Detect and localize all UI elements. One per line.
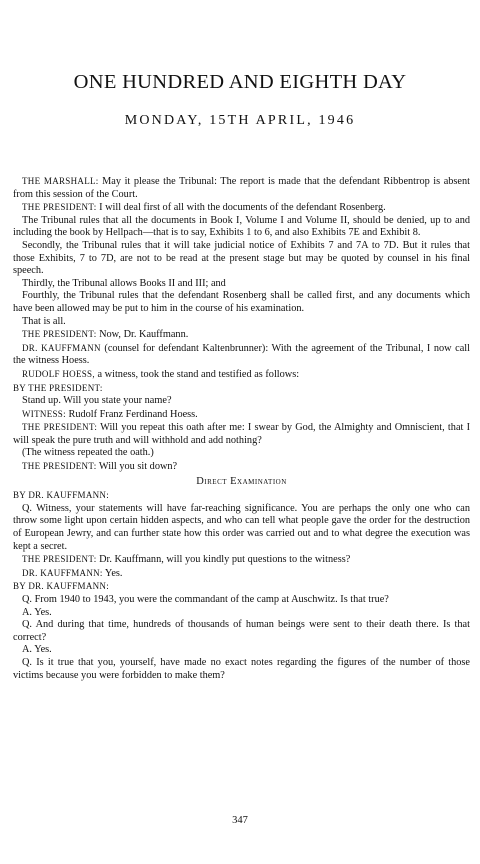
speaker-label: BY THE PRESIDENT: [13,382,103,393]
page-title: ONE HUNDRED AND EIGHTH DAY [73,71,407,93]
paragraph: A. Yes. [22,606,52,618]
paragraph [13,342,470,368]
paragraph: The Tribunal rules that all the documents in Book I, Volume I and Volume II, should be denied, up to and including the book by Hellpach—that is to say, Exhibits 1 to 6, and also Exhibits 7E and Exhibit 8. [13,214,470,239]
speaker-label: DR. KAUFFMANN: [22,567,103,578]
speaker-label: THE MARSHALL: [22,176,99,186]
speaker-label: THE PRESIDENT: [22,202,97,213]
paragraph [13,328,470,342]
speaker-label: WITNESS: [22,408,66,419]
paragraph [13,382,470,396]
speaker-label: THE PRESIDENT: [22,554,97,565]
paragraph [13,175,470,201]
section-heading: Direct Examination [196,475,287,487]
paragraph [13,421,470,447]
paragraph: (The witness repeated the oath.) [22,447,154,459]
speaker-label: RUDOLF HOESS, [22,368,95,379]
paragraph: Q. Witness, your statements will have far-reaching significance. You are perhaps the only one who can throw some light upon certain hidden aspects, and who can tell what people gave the order for the destruction of European Jewry, and can further state how this order was carried out and to what degree the execution was kept a secret. [13,502,470,552]
paragraph: Q. From 1940 to 1943, you were the commandant of the camp at Auschwitz. Is that true? [22,594,389,605]
paragraph [13,567,470,581]
speaker-label: THE PRESIDENT: [22,329,97,340]
paragraph [13,460,470,474]
paragraph-text: May it please the Tribunal: The report is made that the defendant Ribbentrop is absent from this session of the Court. [13,176,470,200]
paragraph-text: Will you repeat this oath after me: I swear by God, the Almighty and Omniscient, that I will speak the pure truth and will withhold and add nothing? [13,422,471,446]
paragraph: Stand up. Will you state your name? [22,395,172,407]
speaker-label: BY DR. KAUFFMANN: [13,581,110,592]
session-date: MONDAY, 15TH APRIL, 1946 [124,113,356,128]
paragraph-text: a witness, took the stand and testified as follows: [97,368,300,380]
paragraph: A. Yes. [22,644,52,656]
paragraph-text: Dr. Kauffmann, will you kindly put questions to the witness? [99,554,351,566]
paragraph: Secondly, the Tribunal rules that it will take judicial notice of Exhibits 7 and 7A to 7D. But it rules that those Exhibits, 7 to 7D, are not to be read at the present stage but may be quoted by counsel in his final speech. [13,239,470,277]
paragraph-text: Rudolf Franz Ferdinand Hoess. [68,408,198,420]
paragraph [13,489,470,503]
paragraph [13,580,470,594]
paragraph: That is all. [22,315,66,327]
speaker-label: THE PRESIDENT: [22,461,97,472]
paragraph: Q. Is it true that you, yourself, have made no exact notes regarding the figures of the number of those victims because you were forbidden to make them? [13,656,470,681]
speaker-label: THE PRESIDENT: [22,422,98,433]
paragraph: Thirdly, the Tribunal allows Books II and III; and [22,277,226,289]
paragraph [13,201,470,215]
paragraph-text: Now, Dr. Kauffmann. [99,329,189,341]
page-number: 347 [232,815,248,826]
paragraph [13,553,470,567]
speaker-label: DR. KAUFFMANN [22,342,101,353]
paragraph-text: (counsel for defendant Kaltenbrunner): With the agreement of the Tribunal, I now call the witness Hoess. [13,342,470,367]
paragraph [13,408,470,422]
transcript-body [13,175,470,682]
paragraph-text: I will deal first of all with the documents of the defendant Rosenberg. [99,202,386,214]
paragraph: Q. And during that time, hundreds of thousands of human beings were sent to their death there. Is that correct? [13,619,470,643]
paragraph [13,368,470,382]
paragraph: Fourthly, the Tribunal rules that the defendant Rosenberg shall be called first, and any documents which have been allowed may be put to him in the course of his examination. [13,290,470,314]
speaker-label: BY DR. KAUFFMANN: [13,490,110,501]
paragraph-text: Will you sit down? [98,461,178,473]
paragraph-text: Yes. [104,567,123,579]
